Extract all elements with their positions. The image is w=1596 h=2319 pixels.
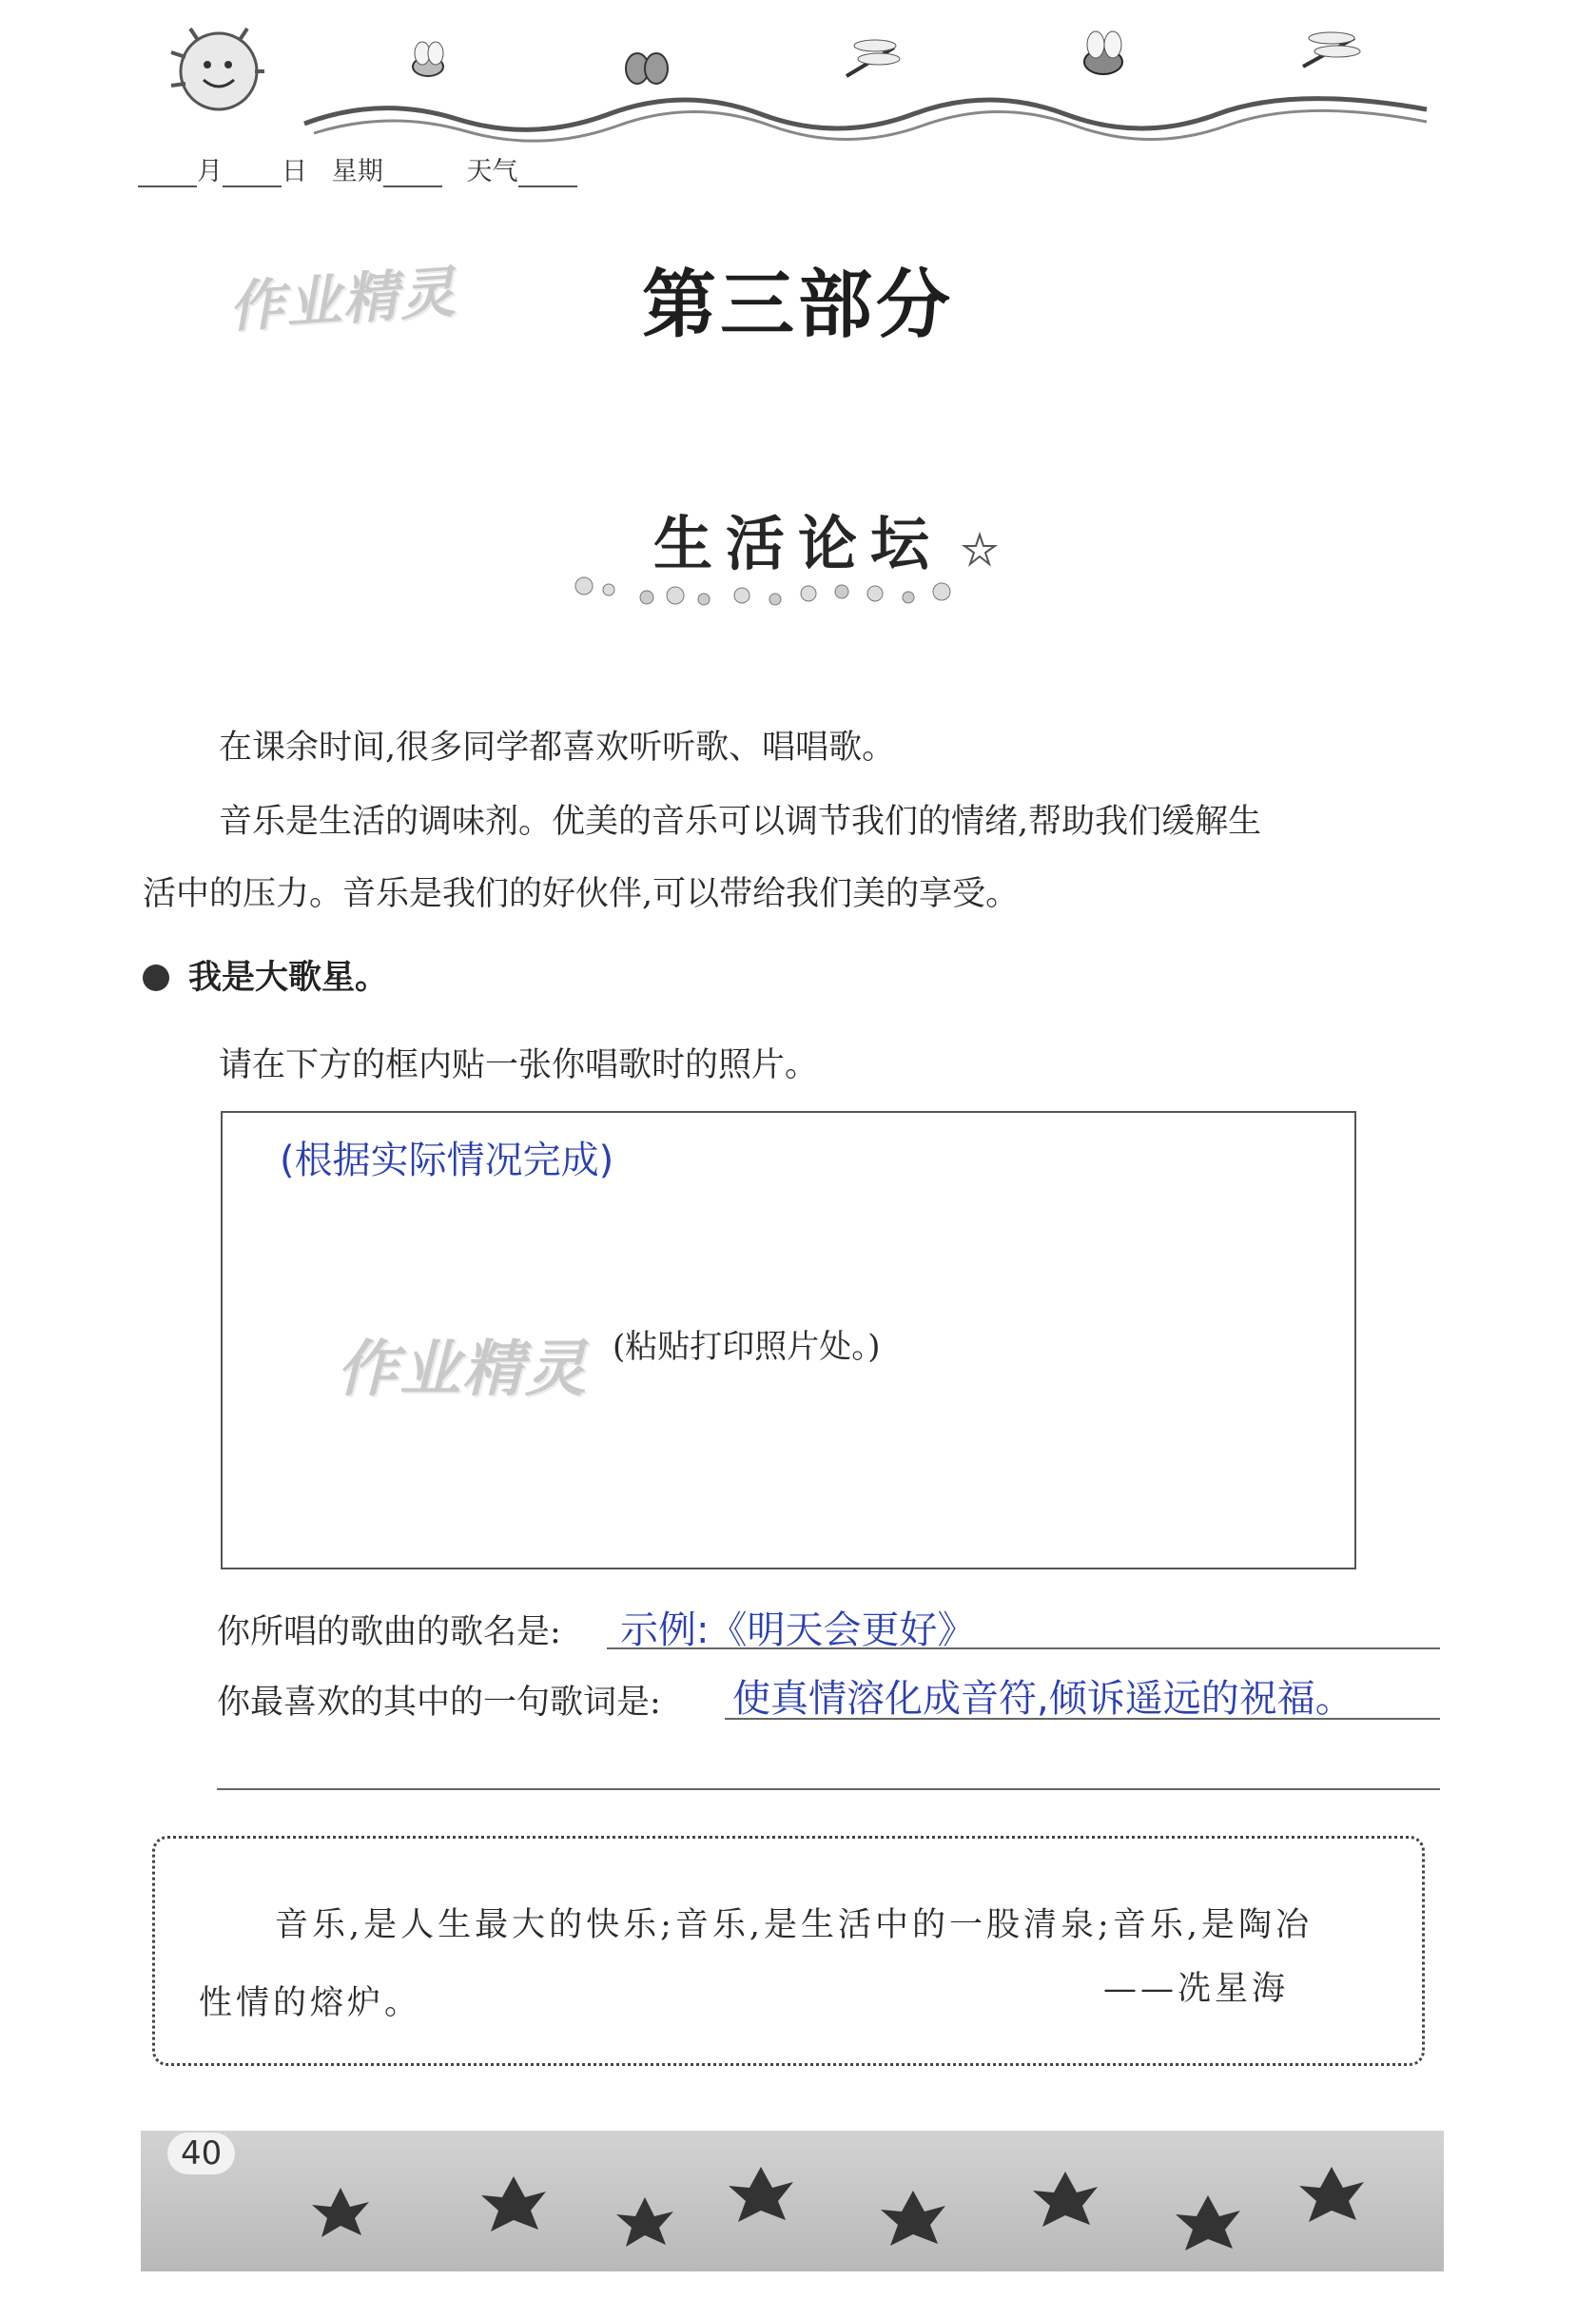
part-title: 第三部分 — [641, 263, 954, 348]
intro-paragraph-2-cont: 活中的压力。音乐是我们的好伙伴,可以带给我们美的享受。 — [143, 875, 1020, 913]
maple-leaf-icon — [141, 2131, 1444, 2271]
section-title: 生活论坛 — [652, 509, 943, 578]
watermark: 作业精灵 — [226, 259, 459, 341]
header-decoration — [133, 19, 1465, 143]
date-line — [138, 150, 577, 187]
quote-box — [152, 1836, 1425, 2066]
task-heading: 我是大歌星。 — [143, 951, 388, 999]
intro-paragraph-2: 音乐是生活的调味剂。优美的音乐可以调节我们的情绪,帮助我们缓解生 — [219, 803, 1262, 841]
weekday-label: 星期 — [331, 157, 383, 186]
question-label: 你最喜欢的其中的一句歌词是: — [217, 1684, 661, 1722]
watermark: 作业精灵 — [337, 1335, 588, 1405]
box-answer: (根据实际情况完成) — [280, 1139, 614, 1182]
weather-label: 天气 — [466, 157, 518, 186]
star-icon — [951, 521, 1008, 578]
sun-icon — [171, 29, 264, 109]
bee-icon — [1084, 31, 1122, 74]
question-song-name — [217, 1606, 1440, 1653]
butterfly-icon — [626, 53, 668, 84]
day-label: 日 — [282, 157, 307, 186]
footer-band — [141, 2131, 1444, 2271]
task-instruction: 请在下方的框内贴一张你唱歌时的照片。 — [219, 1046, 819, 1084]
answer-song-name: 示例:《明天会更好》 — [620, 1608, 976, 1652]
blank-answer-line — [217, 1788, 1440, 1790]
bee-icon — [413, 42, 443, 76]
bubbles-decoration — [571, 575, 970, 613]
month-label: 月 — [197, 157, 223, 186]
dragonfly-icon — [847, 40, 900, 76]
question-label: 你所唱的歌曲的歌名是: — [217, 1613, 561, 1651]
intro-paragraph-1: 在课余时间,很多同学都喜欢听听歌、唱唱歌。 — [219, 729, 896, 767]
bullet-icon — [143, 965, 169, 991]
quote-text: 音乐,是人生最大的快乐;音乐,是生活中的一股清泉;音乐,是陶冶 性情的熔炉。 — [199, 1906, 1313, 2022]
dragonfly-icon — [1303, 32, 1360, 67]
photo-placeholder: (粘贴打印照片处。) — [613, 1328, 881, 1366]
photo-box — [221, 1111, 1356, 1569]
page-number: 40 — [167, 2133, 235, 2174]
answer-lyric: 使真情溶化成音符,倾诉遥远的祝福。 — [732, 1677, 1353, 1721]
question-favorite-lyric — [217, 1676, 1440, 1724]
quote-author: ——冼星海 — [1102, 1970, 1289, 2008]
